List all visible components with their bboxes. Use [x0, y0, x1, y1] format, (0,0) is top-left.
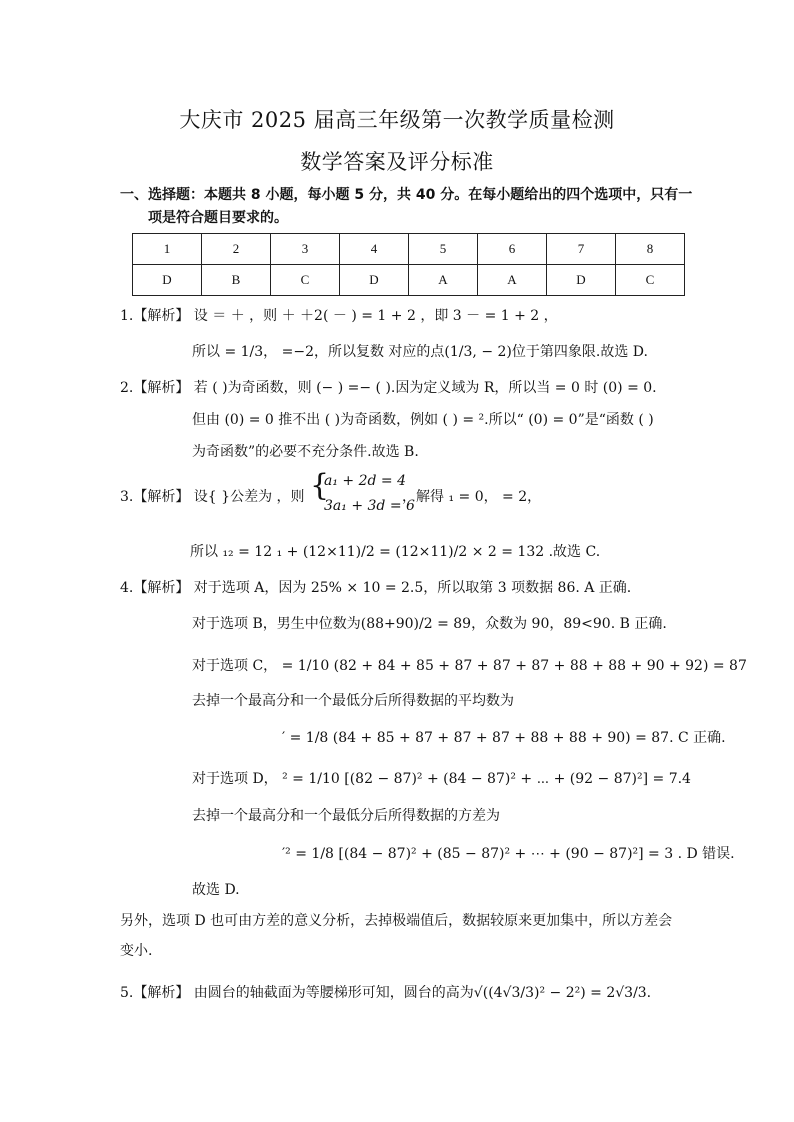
- section-heading-line1: 一、选择题：本题共 8 小题，每小题 5 分，共 40 分。在每小题给出的四个选项中，只有一: [120, 187, 693, 203]
- q3-equation-2: 3a₁ + 3d = 6: [324, 498, 415, 514]
- table-row: [133, 265, 685, 296]
- q1-line2: 所以 = 1/3， =−2，所以复数 对应的点(1/3, − 2)位于第四象限.故选 D.: [192, 344, 648, 360]
- q4-line5: ′ = 1/8 (84 + 85 + 87 + 87 + 87 + 88 + 88 + 90) = 87. C 正确.: [282, 730, 726, 746]
- q4-line4: 去掉一个最高分和一个最低分后所得数据的平均数为: [192, 693, 514, 709]
- page-title: 大庆市 2025 届高三年级第一次教学质量检测: [179, 108, 615, 132]
- q3-line1-a: 3.【解析】 设{ }公差为 ，则: [120, 489, 305, 505]
- q4-line2: 对于选项 B，男生中位数为(88+90)/2 = 89，众数为 90，89<90. B 正确.: [192, 616, 667, 632]
- section-heading-line2: 项是符合题目要求的。: [148, 210, 288, 226]
- table-header-cell: 4: [340, 234, 409, 265]
- q3-line1-b: ，解得 ₁ = 0， = 2，: [402, 489, 542, 505]
- q2-line1: 2.【解析】 若 ( )为奇函数，则 (− ) =− ( ).因为定义域为 R，所以当 = 0 时 (0) = 0.: [120, 380, 657, 396]
- table-header-cell: 3: [271, 234, 340, 265]
- q4-line1: 4.【解析】 对于选项 A，因为 25% × 10 = 2.5，所以取第 3 项数据 86. A 正确.: [120, 580, 632, 596]
- q4-line11: 变小.: [120, 943, 153, 959]
- table-header-cell: 2: [202, 234, 271, 265]
- table-cell: C: [271, 265, 340, 296]
- brace-icon: {: [310, 468, 330, 503]
- q4-line7: 去掉一个最高分和一个最低分后所得数据的方差为: [192, 808, 500, 824]
- table-cell: D: [547, 265, 616, 296]
- table-cell: C: [616, 265, 685, 296]
- page-subtitle: 数学答案及评分标准: [300, 150, 494, 174]
- table-cell: A: [409, 265, 478, 296]
- table-header-row: [133, 234, 685, 265]
- table-header-cell: 1: [133, 234, 202, 265]
- q4-line3: 对于选项 C， = 1/10 (82 + 84 + 85 + 87 + 87 + 87 + 88 + 88 + 90 + 92) = 87: [192, 658, 747, 674]
- table-header-cell: 5: [409, 234, 478, 265]
- q3-line2: 所以 ₁₂ = 12 ₁ + (12×11)/2 = (12×11)/2 × 2 = 132 .故选 C.: [190, 544, 601, 560]
- q4-line10: 另外，选项 D 也可由方差的意义分析，去掉极端值后，数据较原来更加集中，所以方差会: [120, 913, 673, 929]
- q4-line8: ′² = 1/8 [(84 − 87)² + (85 − 87)² + ⋯ + (90 − 87)²] = 3 . D 错误.: [282, 846, 735, 862]
- table-header-cell: 7: [547, 234, 616, 265]
- table-cell: B: [202, 265, 271, 296]
- answer-table: [132, 233, 685, 296]
- q5-line1: 5.【解析】 由圆台的轴截面为等腰梯形可知，圆台的高为√((4√3/3)² − 2²) = 2√3/3.: [120, 985, 652, 1001]
- table-header-cell: 6: [478, 234, 547, 265]
- q4-line9: 故选 D.: [192, 882, 240, 898]
- table-cell: D: [133, 265, 202, 296]
- q2-line3: 为奇函数”的必要不充分条件.故选 B.: [192, 444, 419, 460]
- q3-equation-1: a₁ + 2d = 4: [324, 473, 406, 489]
- table-cell: A: [478, 265, 547, 296]
- q2-line2: 但由 (0) = 0 推不出 ( )为奇函数，例如 ( ) = ².所以“ (0) = 0”是“函数 ( ): [192, 412, 654, 428]
- q1-line1: 1.【解析】 设 ＝ ＋ ，则 ＋ ＋2( － ) = 1 + 2 ，即 3 － = 1 + 2 ，: [120, 308, 558, 324]
- q4-line6: 对于选项 D， ² = 1/10 [(82 − 87)² + (84 − 87)² + ⋯ + (92 − 87)²] = 7.4: [192, 771, 691, 787]
- table-cell: D: [340, 265, 409, 296]
- table-header-cell: 8: [616, 234, 685, 265]
